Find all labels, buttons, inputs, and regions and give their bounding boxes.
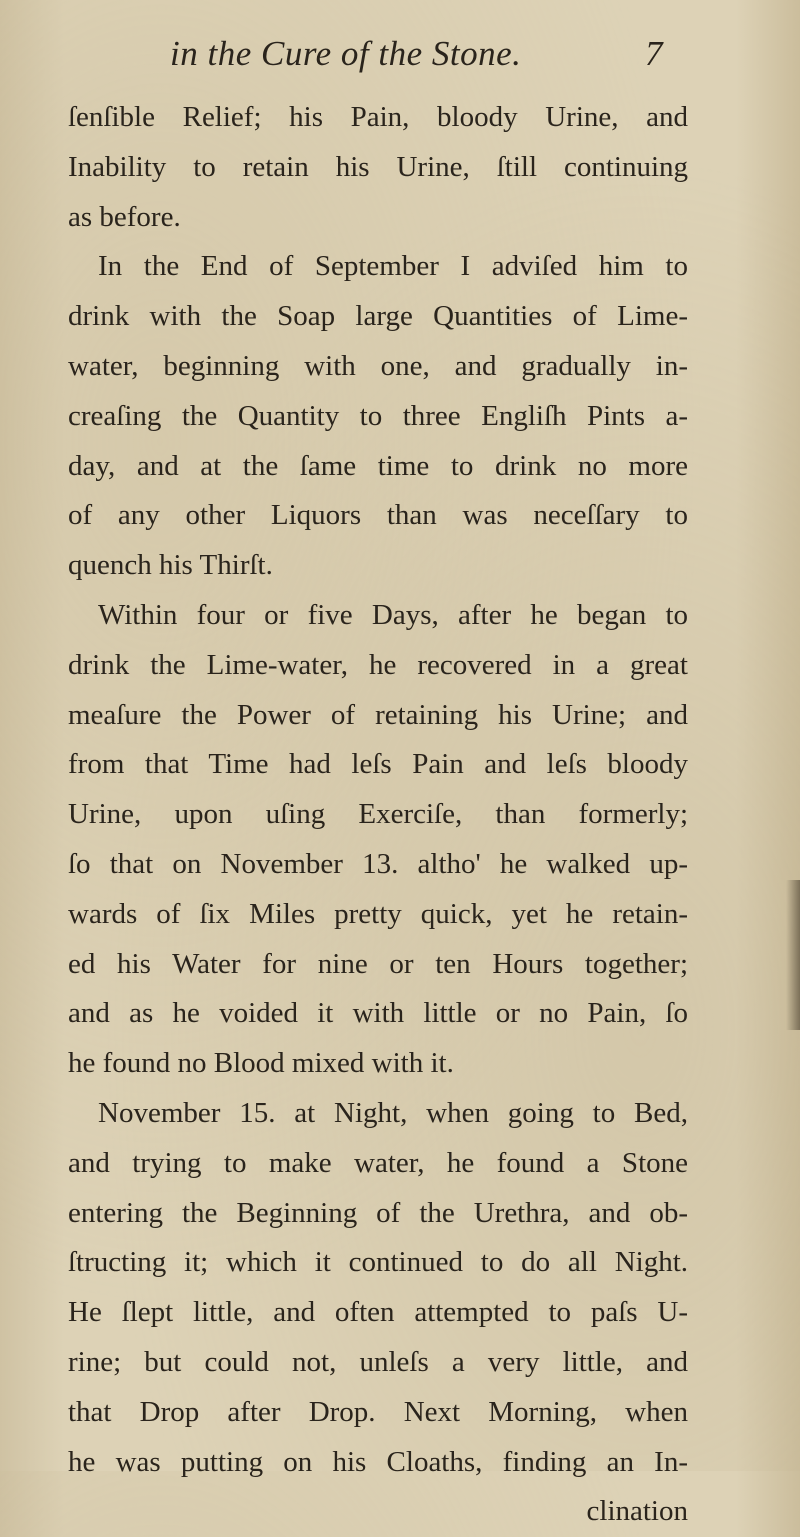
text-line: rine; but could not, unleſs a very little, and bbox=[68, 1345, 688, 1378]
text-line: he found no Blood mixed with it. bbox=[68, 1047, 454, 1080]
text-line: Within four or five Days, after he began to bbox=[98, 598, 688, 631]
page-number: 7 bbox=[645, 34, 663, 73]
text-line: drink the Lime-water, he recovered in a great bbox=[68, 648, 688, 681]
text-line: and trying to make water, he found a Stone bbox=[68, 1146, 688, 1179]
text-line: water, beginning with one, and gradually in- bbox=[68, 349, 688, 382]
text-line: as before. bbox=[68, 200, 181, 233]
text-line: He ſlept little, and often attempted to paſs U- bbox=[68, 1296, 688, 1329]
body-text bbox=[68, 93, 688, 1537]
text-line: meaſure the Power of retaining his Urine; and bbox=[68, 698, 688, 731]
text-line: November 15. at Night, when going to Bed, bbox=[98, 1096, 688, 1129]
running-head: in the Cure of the Stone. bbox=[170, 34, 522, 73]
text-line: ed his Water for nine or ten Hours together; bbox=[68, 947, 688, 980]
text-line: quench his Thirſt. bbox=[68, 549, 273, 582]
text-line: he was putting on his Cloaths, finding an In- bbox=[68, 1445, 688, 1478]
text-line: and as he voided it with little or no Pain, ſo bbox=[68, 997, 688, 1030]
page-edge-shadow bbox=[786, 880, 800, 1030]
page-header bbox=[0, 30, 800, 80]
text-line: of any other Liquors than was neceſſary to bbox=[68, 499, 688, 532]
text-line: ſo that on November 13. altho' he walked up- bbox=[68, 847, 688, 880]
catchword: clination bbox=[586, 1495, 688, 1528]
text-line: wards of ſix Miles pretty quick, yet he retain- bbox=[68, 897, 688, 930]
text-line: day, and at the ſame time to drink no more bbox=[68, 449, 688, 482]
text-line: In the End of September I adviſed him to bbox=[98, 250, 688, 283]
text-line: creaſing the Quantity to three Engliſh Pints a- bbox=[68, 399, 688, 432]
text-line: Urine, upon uſing Exerciſe, than formerly; bbox=[68, 798, 688, 831]
text-line: drink with the Soap large Quantities of Lime- bbox=[68, 300, 688, 333]
text-line: from that Time had leſs Pain and leſs bloody bbox=[68, 748, 688, 781]
text-line: entering the Beginning of the Urethra, and ob- bbox=[68, 1196, 688, 1229]
text-line: that Drop after Drop. Next Morning, when bbox=[68, 1395, 688, 1428]
text-line: ſenſible Relief; his Pain, bloody Urine, and bbox=[68, 101, 688, 133]
text-line: Inability to retain his Urine, ſtill continuing bbox=[68, 150, 688, 183]
text-line: ſtructing it; which it continued to do all Night. bbox=[68, 1246, 688, 1279]
